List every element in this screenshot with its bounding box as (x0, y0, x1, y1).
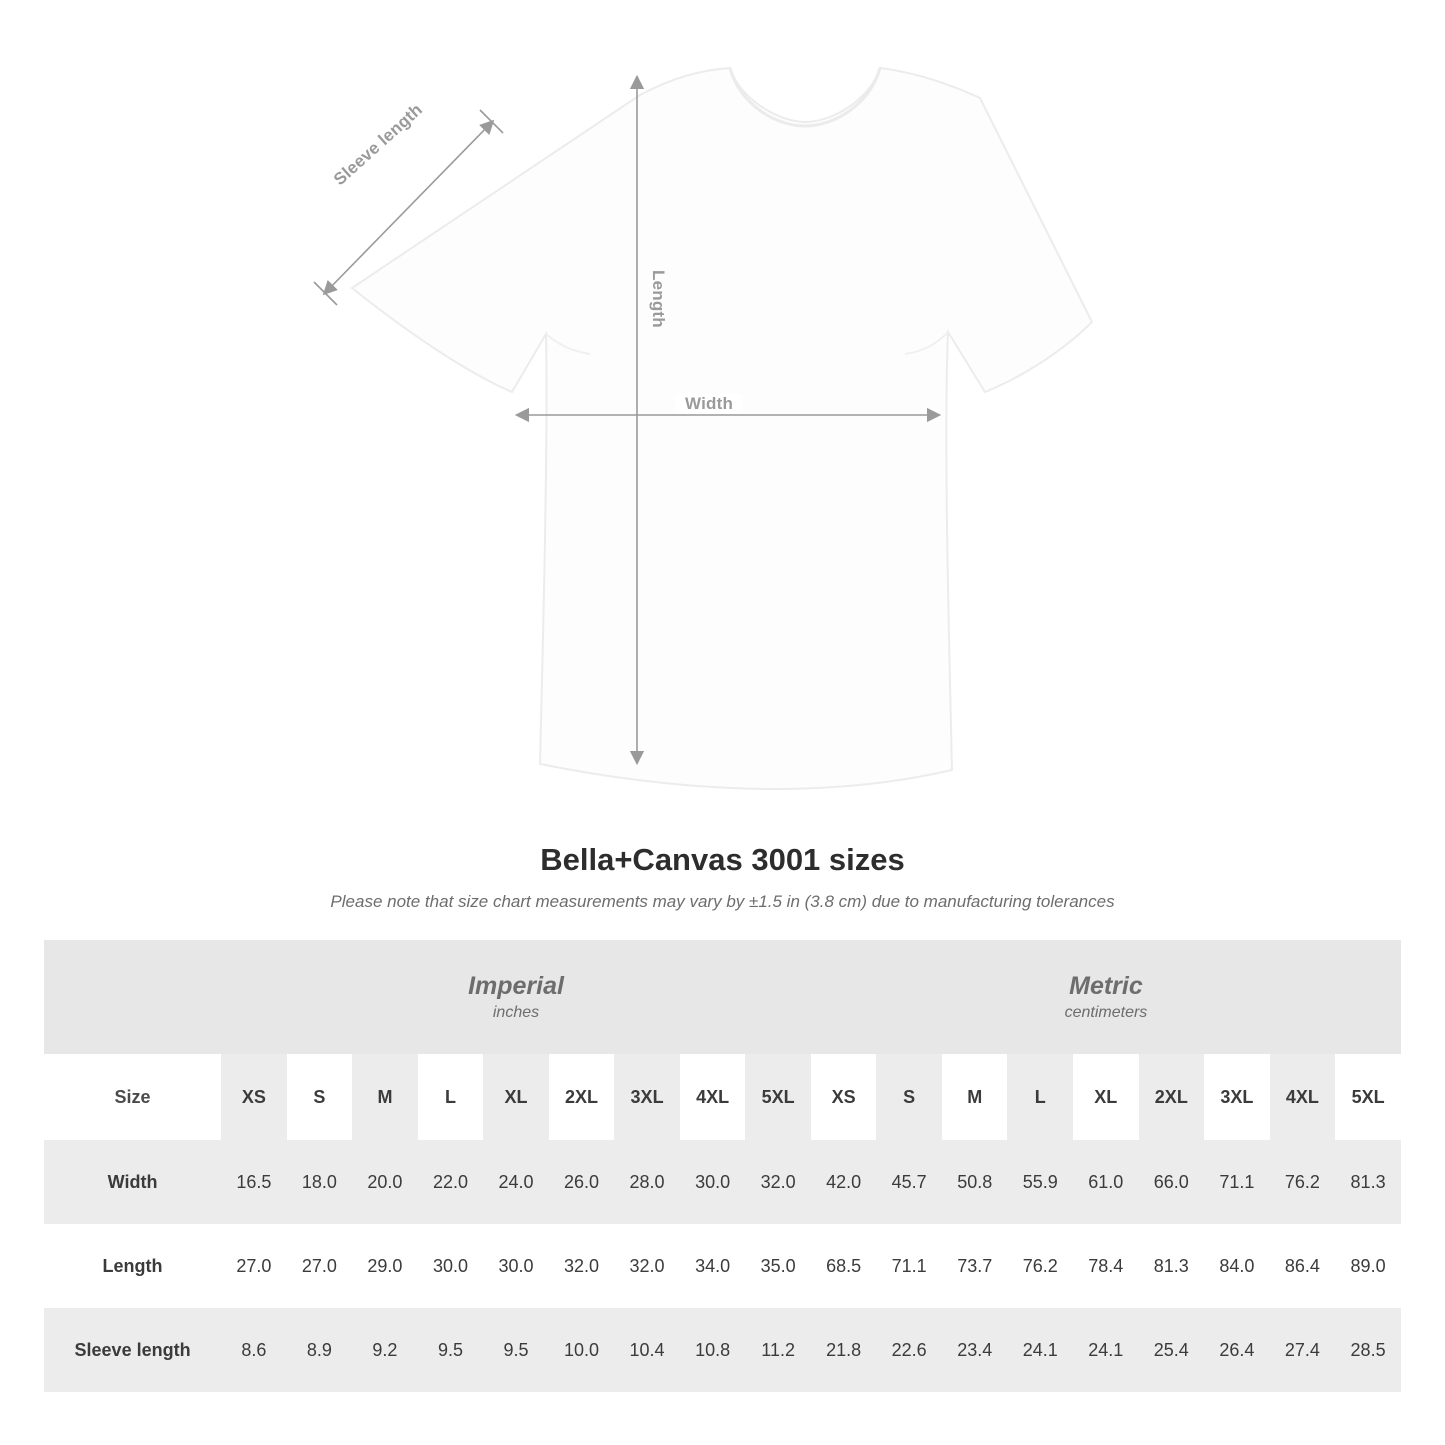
cell-width-imperial-xl: 24.0 (498, 1171, 534, 1192)
cell-length-metric-3xl: 84.0 (1219, 1255, 1255, 1276)
cell-sleeve-imperial-s: 8.9 (306, 1339, 332, 1360)
cell-sleeve-imperial-2xl: 10.0 (564, 1339, 600, 1360)
cell-sleeve-metric-xl: 24.1 (1088, 1339, 1124, 1360)
cell-length-imperial-4xl: 34.0 (695, 1255, 731, 1276)
cell-sleeve-imperial-4xl: 10.8 (695, 1339, 731, 1360)
col-header-metric-5xl: 5XL (1335, 1054, 1401, 1140)
cell-width-metric-s: 45.7 (891, 1171, 927, 1192)
system-header-metric (811, 940, 1401, 1054)
width-label: Width (675, 394, 743, 414)
cell-length-imperial-xl: 30.0 (498, 1255, 534, 1276)
row-label-width: Width (107, 1171, 158, 1192)
sleeve-tick-bottom (314, 282, 337, 305)
cell-width-imperial-m: 20.0 (367, 1171, 403, 1192)
cell-length-metric-2xl: 81.3 (1153, 1255, 1189, 1276)
cell-width-metric-xs: 42.0 (826, 1171, 862, 1192)
col-header-metric-l: L (1007, 1054, 1073, 1140)
cell-sleeve-imperial-5xl: 11.2 (761, 1339, 795, 1360)
sleeve-length-label: Sleeve length (330, 99, 427, 190)
cell-width-imperial-3xl: 28.0 (629, 1171, 665, 1192)
title-block (0, 842, 1445, 912)
cell-length-metric-xl: 78.4 (1088, 1255, 1124, 1276)
cell-length-imperial-m: 29.0 (367, 1255, 403, 1276)
cell-sleeve-imperial-xl: 9.5 (503, 1339, 529, 1360)
sleeve-tick-top (480, 110, 503, 133)
cell-width-metric-m: 50.8 (957, 1171, 993, 1192)
cell-length-imperial-xs: 27.0 (236, 1255, 272, 1276)
col-header-imperial-3xl: 3XL (614, 1054, 680, 1140)
cell-width-metric-xl: 61.0 (1088, 1171, 1124, 1192)
col-header-metric-m: M (942, 1054, 1008, 1140)
col-header-imperial-2xl: 2XL (549, 1054, 615, 1140)
cell-length-metric-s: 71.1 (891, 1255, 927, 1276)
cell-sleeve-metric-s: 22.6 (891, 1339, 927, 1360)
col-header-imperial-xs: XS (221, 1054, 287, 1140)
cell-width-metric-2xl: 66.0 (1153, 1171, 1189, 1192)
col-header-metric-3xl: 3XL (1204, 1054, 1270, 1140)
cell-width-imperial-4xl: 30.0 (695, 1171, 731, 1192)
length-label: Length (649, 270, 668, 328)
size-table-wrapper (44, 940, 1401, 1392)
system-header-imperial (221, 940, 811, 1054)
cell-sleeve-metric-m: 23.4 (957, 1339, 993, 1360)
cell-sleeve-imperial-l: 9.5 (437, 1339, 463, 1360)
cell-length-metric-m: 73.7 (957, 1255, 993, 1276)
cell-sleeve-metric-xs: 21.8 (826, 1339, 862, 1360)
col-header-metric-xs: XS (811, 1054, 877, 1140)
cell-length-metric-xs: 68.5 (826, 1255, 862, 1276)
cell-sleeve-metric-3xl: 26.4 (1219, 1339, 1255, 1360)
cell-width-metric-4xl: 76.2 (1284, 1171, 1320, 1192)
imperial-unit: inches (492, 1004, 540, 1022)
unit-system-header-row (44, 940, 1401, 1054)
col-header-metric-2xl: 2XL (1139, 1054, 1205, 1140)
col-header-imperial-s: S (287, 1054, 353, 1140)
cell-width-metric-5xl: 81.3 (1350, 1171, 1386, 1192)
cell-sleeve-imperial-xs: 8.6 (241, 1339, 267, 1360)
cell-length-imperial-l: 30.0 (432, 1255, 468, 1276)
tshirt-shape (352, 68, 1092, 789)
table-row-sleeve-length (44, 1308, 1401, 1392)
cell-length-metric-4xl: 86.4 (1284, 1255, 1320, 1276)
cell-width-metric-l: 55.9 (1022, 1171, 1058, 1192)
cell-sleeve-metric-4xl: 27.4 (1284, 1339, 1320, 1360)
cell-length-metric-l: 76.2 (1022, 1255, 1058, 1276)
cell-sleeve-metric-2xl: 25.4 (1153, 1339, 1189, 1360)
cell-width-imperial-5xl: 32.0 (760, 1171, 796, 1192)
cell-width-imperial-l: 22.0 (432, 1171, 468, 1192)
col-header-metric-4xl: 4XL (1270, 1054, 1336, 1140)
cell-length-imperial-2xl: 32.0 (564, 1255, 600, 1276)
row-label-sleeve-length: Sleeve length (74, 1339, 191, 1360)
page-title: Bella+Canvas 3001 sizes (540, 842, 905, 877)
col-header-imperial-m: M (352, 1054, 418, 1140)
cell-width-metric-3xl: 71.1 (1219, 1171, 1255, 1192)
cell-sleeve-imperial-3xl: 10.4 (629, 1339, 665, 1360)
cell-width-imperial-2xl: 26.0 (564, 1171, 600, 1192)
system-header-spacer (44, 940, 221, 1054)
cell-length-imperial-3xl: 32.0 (629, 1255, 665, 1276)
size-header-row (44, 1054, 1401, 1140)
row-header-size: Size (44, 1054, 221, 1140)
col-header-metric-s: S (876, 1054, 942, 1140)
col-header-imperial-5xl: 5XL (745, 1054, 811, 1140)
size-table (44, 940, 1401, 1392)
metric-name: Metric (1069, 971, 1143, 1000)
cell-sleeve-imperial-m: 9.2 (372, 1339, 398, 1360)
col-header-imperial-4xl: 4XL (680, 1054, 746, 1140)
row-label-length: Length (102, 1255, 163, 1276)
col-header-imperial-l: L (418, 1054, 484, 1140)
col-header-metric-xl: XL (1073, 1054, 1139, 1140)
table-row-length (44, 1224, 1401, 1308)
tolerance-note: Please note that size chart measurements may vary by ±1.5 in (3.8 cm) due to manufacturing tolerances (330, 892, 1115, 911)
col-header-imperial-xl: XL (483, 1054, 549, 1140)
cell-length-metric-5xl: 89.0 (1350, 1255, 1386, 1276)
cell-length-imperial-s: 27.0 (301, 1255, 337, 1276)
metric-unit: centimeters (1064, 1004, 1148, 1022)
imperial-name: Imperial (468, 971, 564, 1000)
cell-sleeve-metric-5xl: 28.5 (1350, 1339, 1386, 1360)
cell-width-imperial-s: 18.0 (301, 1171, 337, 1192)
cell-width-imperial-xs: 16.5 (236, 1171, 272, 1192)
cell-sleeve-metric-l: 24.1 (1022, 1339, 1058, 1360)
cell-length-imperial-5xl: 35.0 (760, 1255, 796, 1276)
table-row-width (44, 1140, 1401, 1224)
